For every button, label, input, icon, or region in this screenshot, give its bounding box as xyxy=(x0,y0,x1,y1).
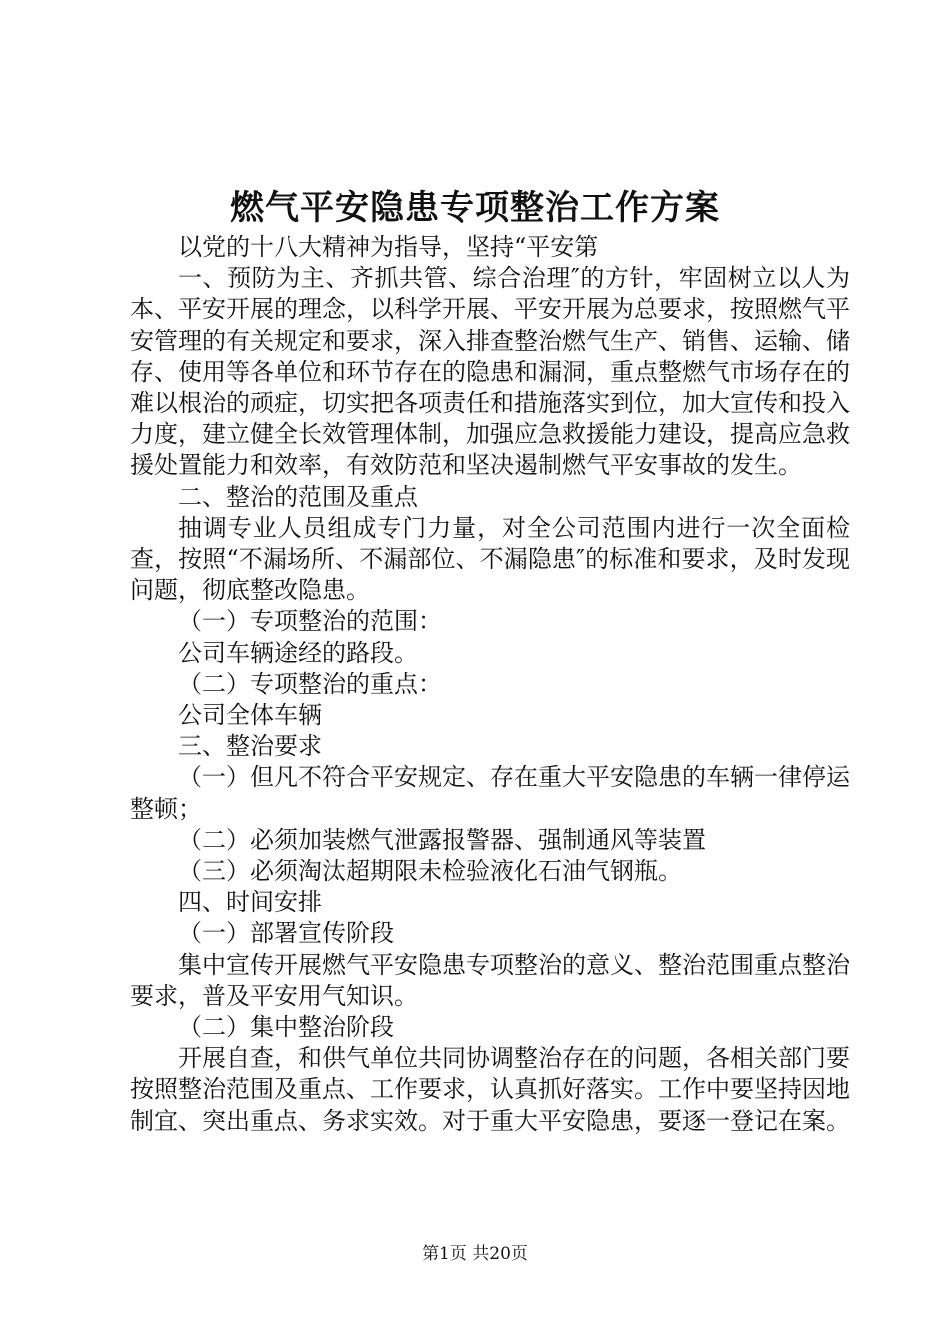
paragraph-focus: 公司全体车辆 xyxy=(178,701,322,730)
paragraph-intro: 以党的十八大精神为指导，坚持“平安第 xyxy=(178,233,599,261)
requirement-item-3: （三）必须淘汰超期限未检验液化石油气钢瓶。 xyxy=(178,857,682,886)
subheading-rectification-phase: （二）集中整治阶段 xyxy=(178,1013,394,1042)
heading-schedule: 四、时间安排 xyxy=(178,888,322,917)
requirement-item-2: （二）必须加装燃气泄露报警器、强制通风等装置 xyxy=(178,825,706,854)
subheading-focus: （二）专项整治的重点： xyxy=(178,669,442,698)
heading-scope-and-focus: 二、整治的范围及重点 xyxy=(178,482,418,511)
paragraph-publicity: 集中宣传开展燃气平安隐患专项整治的意义、整治范围重点整治要求，普及平安用气知识。 xyxy=(130,950,850,1010)
page-footer: 第1页 共20页 xyxy=(422,1244,528,1264)
subheading-publicity-phase: （一）部署宣传阶段 xyxy=(178,919,394,948)
paragraph-rectification: 开展自查，和供气单位共同协调整治存在的问题，各相关部门要按照整治范围及重点、工作要求，认真抓好落实。工作中要坚持因地制宜、突出重点、务求实效。对于重大平安隐患，要逐一登记在案。 xyxy=(130,1044,850,1135)
paragraph-inspection: 抽调专业人员组成专门力量，对全公司范围内进行一次全面检查，按照“不漏场所、不漏部位、不漏隐患″的标准和要求，及时发现问题，彻底整改隐患。 xyxy=(130,513,850,605)
document-body xyxy=(130,232,850,1137)
requirement-item-1: （一）但凡不符合平安规定、存在重大平安隐患的车辆一律停运整顿； xyxy=(130,763,850,823)
heading-requirements: 三、整治要求 xyxy=(178,732,322,761)
paragraph-scope: 公司车辆途经的路段。 xyxy=(178,638,418,667)
page-title: 燃气平安隐患专项整治工作方案 xyxy=(230,188,720,228)
subheading-scope: （一）专项整治的范围： xyxy=(178,607,442,636)
paragraph-principle: 一、预防为主、齐抓共管、综合治理″的方针，牢固树立以人为本、平安开展的理念，以科学开展、平安开展为总要求，按照燃气平安管理的有关规定和要求，深入排查整治燃气生产、销售、运输、储存、使用等各单位和环节存在的隐患和漏洞，重点整燃气市场存在的难以根治的顽症，切实把各项责任和措施落实到位，加大宣传和投入力度，建立健全长效管理体制，加强应急救援能力建设，提高应急救援处置能力和效率，有效防范和坚决遏制燃气平安事故的发生。 xyxy=(130,264,850,480)
